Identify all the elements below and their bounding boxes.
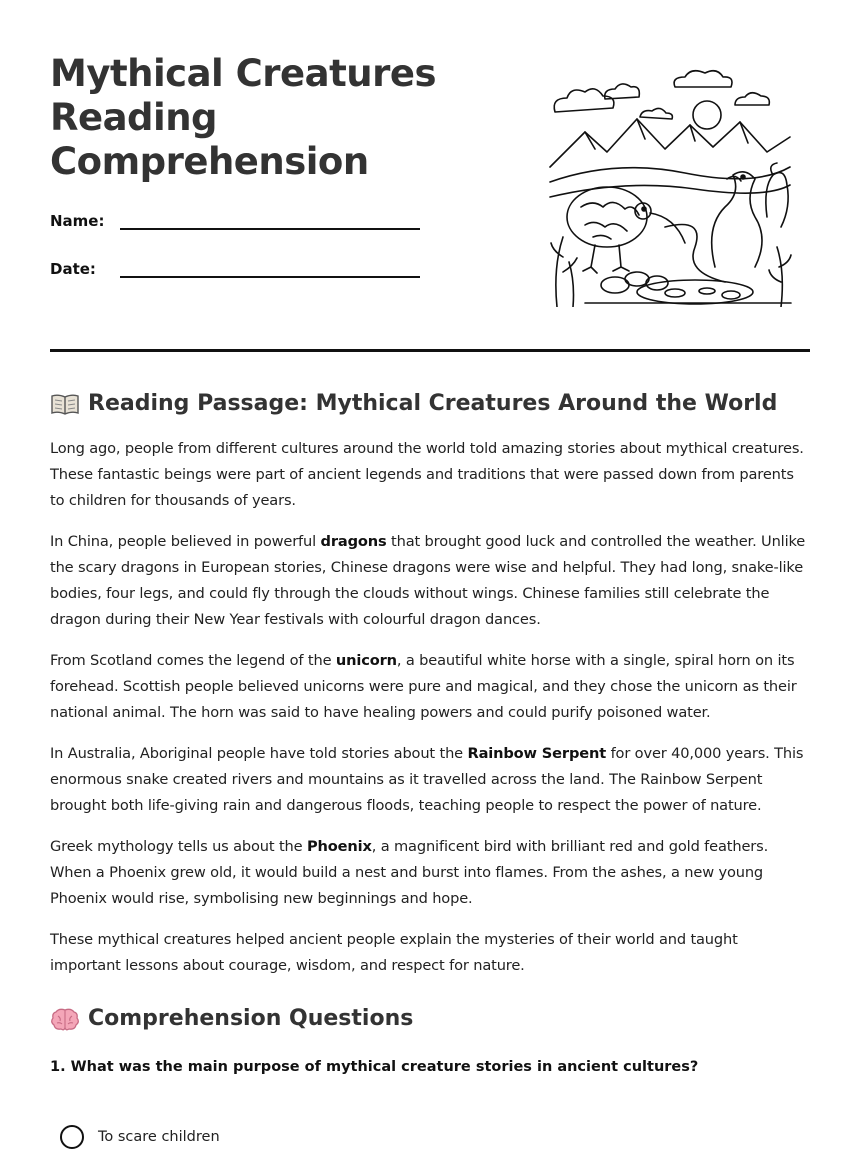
name-label: Name: <box>50 212 105 230</box>
question-1: 1. What was the main purpose of mythical creature stories in ancient cultures? <box>50 1059 699 1075</box>
date-field-row <box>50 258 420 278</box>
page-title <box>50 52 490 184</box>
radio-button[interactable] <box>60 1125 84 1149</box>
passage-heading-text: Reading Passage: Mythical Creatures Around the World <box>88 391 778 416</box>
paragraph-text: that brought good luck and controlled the weather. Unlike the scary dragons in European stories, Chinese dragons were wise and helpful. They had long, snake-like bodies, four legs, and could fly through the clouds without wings. Chinese families still celebrate the dragon during their New Year festivals with colourful dragon dances. <box>50 533 806 628</box>
passage-paragraph-2 <box>50 529 812 633</box>
date-label: Date: <box>50 260 96 278</box>
name-field[interactable] <box>120 210 420 230</box>
bold-term-dragons: dragons <box>320 533 387 550</box>
passage-paragraph-1: Long ago, people from different cultures around the world told amazing stories about mythical creatures. These fantastic beings were part of ancient legends and traditions that were passed down from parents to children for thousands of years. <box>50 440 804 509</box>
open-book-icon <box>50 392 80 416</box>
title-line-2: Reading <box>50 96 218 139</box>
question-1-option-1[interactable] <box>60 1125 220 1149</box>
mythical-landscape-illustration-icon <box>545 67 795 307</box>
paragraph-text: Greek mythology tells us about the <box>50 838 307 855</box>
passage-heading <box>50 391 777 416</box>
name-field-row <box>50 210 420 230</box>
questions-heading-text: Comprehension Questions <box>88 1006 414 1031</box>
paragraph-text: , a magnificent bird with brilliant red and gold feathers. When a Phoenix grew old, it would build a nest and burst into flames. From the ashes, a new young Phoenix would rise, symbolising new beginnings and hope. <box>50 838 769 907</box>
paragraph-text: In Australia, Aboriginal people have told stories about the <box>50 745 468 762</box>
bold-term-unicorn: unicorn <box>335 652 397 669</box>
paragraph-text: , a beautiful white horse with a single, spiral horn on its forehead. Scottish people believed unicorns were pure and magical, and they chose the unicorn as their national animal. The horn was said to have healing powers and could purify poisoned water. <box>50 652 797 721</box>
bold-term-rainbow-serpent: Rainbow Serpent <box>467 745 607 762</box>
passage-paragraph-4 <box>50 741 812 819</box>
title-line-1: Mythical Creatures <box>50 52 436 95</box>
passage-paragraph-5 <box>50 834 812 912</box>
passage-paragraph-6: These mythical creatures helped ancient people explain the mysteries of their world and taught important lessons about courage, wisdom, and respect for nature. <box>50 931 738 974</box>
paragraph-text: In China, people believed in powerful <box>50 533 321 550</box>
reading-passage <box>50 436 812 994</box>
header-divider <box>50 349 810 352</box>
worksheet-header <box>50 52 810 302</box>
paragraph-text: From Scotland comes the legend of the <box>50 652 336 669</box>
date-field[interactable] <box>120 258 420 278</box>
questions-heading <box>50 1006 413 1031</box>
option-label: To scare children <box>98 1129 220 1145</box>
passage-paragraph-3 <box>50 648 812 726</box>
paragraph-text: for over 40,000 years. This enormous snake created rivers and mountains as it travelled across the land. The Rainbow Serpent brought both life-giving rain and dangerous floods, teaching people to respect the power of nature. <box>50 745 804 814</box>
title-line-3: Comprehension <box>50 140 369 183</box>
brain-icon <box>50 1007 80 1031</box>
bold-term-phoenix: Phoenix <box>306 838 372 855</box>
